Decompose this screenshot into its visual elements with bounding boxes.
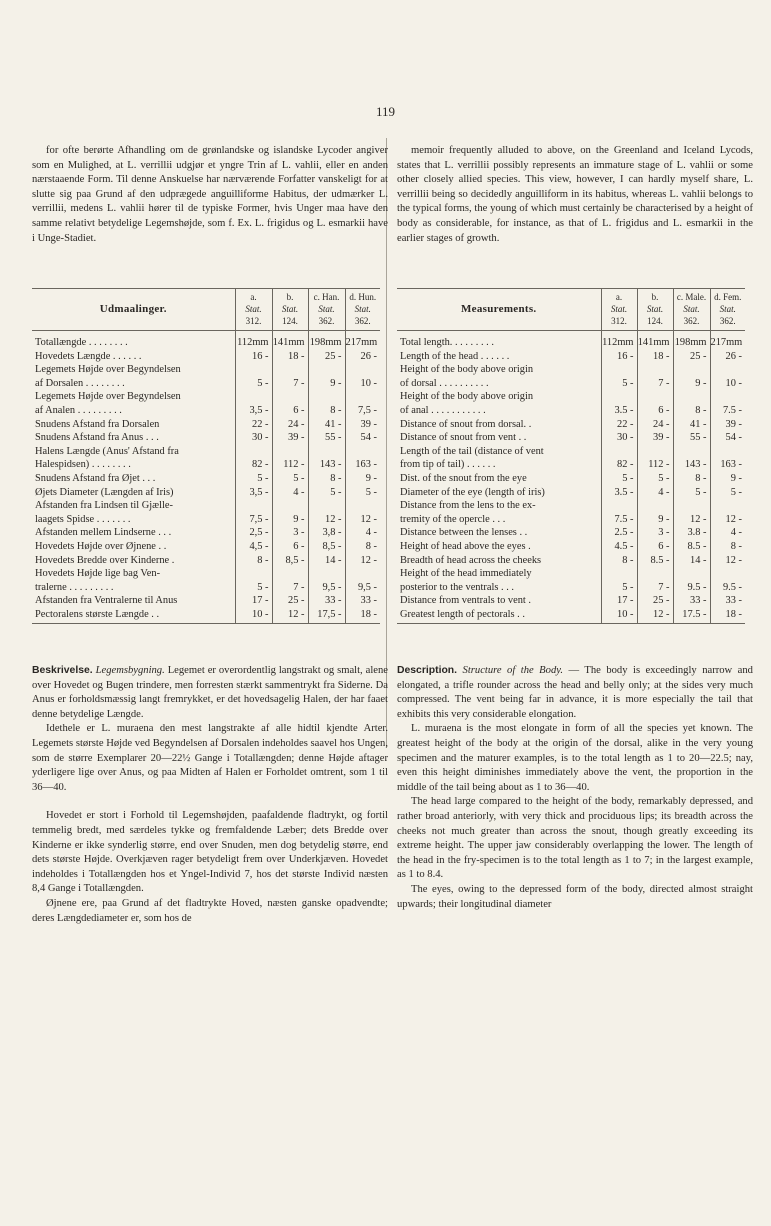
paragraph: L. muraena is the most elongate in form of all the species yet known. The greatest height of the body at the origin of the dorsal, alike in the very young specimen and the maturer examples, is to the total length as 1 to 20—22.5; nay, even this height diminishes immediately above the vent, the proportion in the middle of the tail being about as 1 to 36—40. (397, 723, 753, 793)
section-subheading: Legemsbygning. (95, 665, 165, 676)
label-line: Totallængde . . . . . . . . (35, 337, 128, 348)
table-title: Udmaalinger. (32, 289, 235, 331)
measurement-value: 10 - (601, 608, 637, 624)
table-row (397, 554, 745, 568)
table-row (32, 540, 380, 554)
measurement-value: 3.5 - (601, 486, 637, 500)
table-row (397, 608, 745, 624)
table-row (32, 363, 380, 390)
measurement-value: 163 - (345, 445, 380, 472)
measurement-value: 17,5 - (308, 608, 345, 624)
measurement-value: 7 - (272, 567, 308, 594)
table-row (397, 363, 745, 390)
measurement-value: 25 - (272, 594, 308, 608)
table-row (397, 390, 745, 417)
measurement-label (397, 445, 601, 472)
table-row (397, 567, 745, 594)
measurement-label (32, 418, 235, 432)
measurement-label (32, 445, 235, 472)
measurement-value: 9 - (710, 472, 745, 486)
column-header: c. Male. Stat. 362. (673, 289, 710, 331)
measurement-value: 54 - (710, 431, 745, 445)
intro-english-text: memoir frequently alluded to above, on the Greenland and Iceland Lycods, states that L. verrillii possibly represents an immature stage of L. vahlii or some other closely allied species. This view, however, I can hardly myself share, L. verrillii being so decidedly anguilliform in its habitus, whereas L. vahlii belongs to the typical forms, the young of which must certainly be characterised by a height of body as considerable, for instance, as that of L. frigidus and L. esmarkii in the earlier stages of growth. (397, 145, 753, 244)
measurement-value: 17.5 - (673, 608, 710, 624)
table-row (32, 350, 380, 364)
label-line: Distance from ventrals to vent . (400, 595, 531, 607)
measurement-value: 8 - (308, 472, 345, 486)
measurement-value: 7.5 - (710, 390, 745, 417)
measurement-value: 6 - (637, 390, 673, 417)
table-row (32, 390, 380, 417)
label-line: Height of the body above origin (400, 391, 534, 403)
paragraph-text: Legemet er overordentlig langstrakt og smalt, alene over Hovedet og Bugen trindere, men forresten stærkt sammentrykt fra Siderne. Da Anus er forholdsmæssig langt fremrykket, er det hovedsagelig Halen, der har faaet denne betydelige Længde. (32, 665, 388, 720)
paragraph: Øjnene ere, paa Grund af det fladtrykte Hoved, næsten ganske opadvendte; deres Længdediameter er, som hos de (32, 897, 388, 924)
measurement-value: 141mm (272, 331, 308, 350)
column-header: a. Stat. 312. (235, 289, 272, 331)
measurement-value: 9,5 - (345, 567, 380, 594)
table-row (397, 594, 745, 608)
table-row (397, 431, 745, 445)
measurement-value: 33 - (308, 594, 345, 608)
measurement-value: 17 - (235, 594, 272, 608)
table-header-row (32, 289, 380, 331)
measurement-label (397, 350, 601, 364)
measurement-value: 8,5 - (308, 540, 345, 554)
measurement-value: 8 - (601, 554, 637, 568)
label-line: Afstanden fra Lindsen til Gjælle- (35, 500, 173, 512)
measurement-label (32, 608, 235, 624)
paragraph (32, 664, 388, 722)
measurement-value: 3 - (637, 526, 673, 540)
measurement-value: 39 - (272, 431, 308, 445)
label-line: tralerne . . . . . . . . . (35, 581, 114, 593)
measurement-value: 55 - (673, 431, 710, 445)
label-line: posterior to the ventrals . . . (400, 581, 514, 593)
measurement-value: 8 - (308, 390, 345, 417)
table-row (32, 594, 380, 608)
measurement-value: 6 - (272, 390, 308, 417)
measurement-value: 10 - (345, 363, 380, 390)
measurement-label (32, 350, 235, 364)
measurement-value: 4,5 - (235, 540, 272, 554)
label-line: laagets Spidse . . . . . . . (35, 513, 131, 525)
measurement-label (397, 472, 601, 486)
label-line: Halens Længde (Anus' Afstand fra (35, 445, 179, 457)
measurement-value: 10 - (710, 363, 745, 390)
measurement-value: 12 - (345, 554, 380, 568)
measurement-value: 143 - (673, 445, 710, 472)
measurement-value: 16 - (235, 350, 272, 364)
label-line: Snudens Afstand fra Dorsalen (35, 418, 160, 430)
measurement-value: 5 - (601, 363, 637, 390)
table-row (32, 445, 380, 472)
measurement-value: 8,5 - (272, 554, 308, 568)
measurement-value: 9 - (345, 472, 380, 486)
table-row (397, 486, 745, 500)
measurement-value: 8 - (673, 390, 710, 417)
measurement-value: 26 - (710, 350, 745, 364)
measurement-value: 2,5 - (235, 526, 272, 540)
intro-english (397, 144, 753, 246)
column-header: c. Han. Stat. 362. (308, 289, 345, 331)
measurement-value: 163 - (710, 445, 745, 472)
measurement-label (397, 526, 601, 540)
measurement-value: 5 - (345, 486, 380, 500)
measurement-value: 6 - (637, 540, 673, 554)
measurement-value: 112 - (272, 445, 308, 472)
measurement-value: 7 - (637, 363, 673, 390)
measurement-label (32, 390, 235, 417)
table-row (32, 526, 380, 540)
label-line: Hovedets Bredde over Kinderne . (35, 554, 175, 566)
measurement-value: 8.5 - (637, 554, 673, 568)
measurement-label (32, 499, 235, 526)
measurement-value: 22 - (235, 418, 272, 432)
label-line: Hovedets Højde over Øjnene . . (35, 540, 167, 552)
table-row (397, 418, 745, 432)
section-subheading: Structure of the Body. (462, 665, 564, 676)
measurement-value: 41 - (308, 418, 345, 432)
label-line: of dorsal . . . . . . . . . . (400, 377, 489, 389)
measurement-value: 7,5 - (235, 499, 272, 526)
measurement-label (397, 594, 601, 608)
table-row (32, 567, 380, 594)
intro-danish-text: for ofte berørte Afhandling om de grønlandske og islandske Lycoder angiver som en Mulighed, at L. verrillii udgjør et yngre Trin af L. vahlii, eller en anden nærstaaende Form. Til denne Anskuelse har nærværende Forfatter vanskeligt for at slutte sig paa Grund af den udprægede anguilliforme Habitus, der udmærker L. verrillii, medens L. vahlii hører til de typiske Former, hvis Unger maa have den samme relativt betydelige Legemshøjde, som f. Ex. L. frigidus og L. esmarkii have i Unge-Stadiet. (32, 145, 388, 244)
paragraph: The eyes, owing to the depressed form of the body, directed almost straight upwards; their longitudinal diameter (397, 883, 753, 910)
table-body (32, 331, 380, 624)
label-line: of anal . . . . . . . . . . . (400, 404, 486, 416)
label-line: Legemets Højde over Begyndelsen (35, 364, 181, 376)
label-line: Legemets Højde over Begyndelsen (35, 391, 181, 403)
section-heading: Beskrivelse. (32, 665, 93, 676)
label-line: Hovedets Højde lige bag Ven- (35, 568, 161, 580)
measurement-label (397, 540, 601, 554)
measurement-value: 14 - (308, 554, 345, 568)
measurement-label (32, 567, 235, 594)
column-header: d. Fem. Stat. 362. (710, 289, 745, 331)
label-line: Breadth of head across the cheeks (400, 554, 542, 566)
measurement-label (397, 608, 601, 624)
label-line: Snudens Afstand fra Øjet . . . (35, 472, 156, 484)
measurement-value: 39 - (345, 418, 380, 432)
label-line: Halespidsen) . . . . . . . . (35, 459, 131, 471)
measurement-value: 17 - (601, 594, 637, 608)
measurement-value: 5 - (308, 486, 345, 500)
measurement-value: 30 - (601, 431, 637, 445)
measurement-value: 25 - (673, 350, 710, 364)
measurement-value: 8 - (710, 540, 745, 554)
label-line: Distance from the lens to the ex- (400, 500, 536, 512)
table-row (397, 540, 745, 554)
measurement-value: 4 - (710, 526, 745, 540)
measurement-value: 54 - (345, 431, 380, 445)
measurement-value: 9 - (637, 499, 673, 526)
label-line: af Analen . . . . . . . . . (35, 404, 122, 416)
measurement-value: 39 - (637, 431, 673, 445)
measurement-label (397, 363, 601, 390)
measurement-value: 12 - (710, 499, 745, 526)
measurement-value: 5 - (272, 472, 308, 486)
measurement-value: 3.5 - (601, 390, 637, 417)
table-row (397, 445, 745, 472)
measurement-label (397, 431, 601, 445)
column-header: b. Stat. 124. (637, 289, 673, 331)
measurement-value: 14 - (673, 554, 710, 568)
measurement-value: 112 - (637, 445, 673, 472)
label-line: from tip of tail) . . . . . . (400, 459, 496, 471)
measurement-value: 7,5 - (345, 390, 380, 417)
measurement-label (397, 499, 601, 526)
label-line: Greatest length of pectorals . . (400, 608, 525, 620)
measurement-value: 9 - (308, 363, 345, 390)
table-row (32, 418, 380, 432)
measurement-value: 12 - (308, 499, 345, 526)
measurement-label (32, 540, 235, 554)
measurement-value: 5 - (235, 472, 272, 486)
measurement-value: 24 - (272, 418, 308, 432)
table-row (32, 499, 380, 526)
measurement-value: 5 - (601, 567, 637, 594)
measurement-value: 5 - (235, 363, 272, 390)
measurement-value: 5 - (710, 486, 745, 500)
measurement-value: 8 - (673, 472, 710, 486)
section-heading: Description. (397, 665, 458, 676)
description-english (397, 664, 753, 912)
measurement-value: 217mm (345, 331, 380, 350)
label-line: af Dorsalen . . . . . . . . (35, 377, 125, 389)
measurement-value: 18 - (637, 350, 673, 364)
label-line: Distance of snout from vent . . (400, 432, 527, 444)
measurement-table-danish (32, 288, 380, 624)
measurement-value: 25 - (308, 350, 345, 364)
measurement-value: 3.8 - (673, 526, 710, 540)
measurement-label (397, 418, 601, 432)
table-row (32, 554, 380, 568)
measurement-value: 41 - (673, 418, 710, 432)
measurement-value: 4 - (637, 486, 673, 500)
label-line: Height of head above the eyes . (400, 540, 531, 552)
measurement-value: 4 - (345, 526, 380, 540)
measurement-value: 141mm (637, 331, 673, 350)
measurement-value: 4.5 - (601, 540, 637, 554)
measurement-value: 82 - (235, 445, 272, 472)
measurement-value: 112mm (235, 331, 272, 350)
measurement-value: 12 - (637, 608, 673, 624)
measurement-label (397, 567, 601, 594)
measurement-value: 3,8 - (308, 526, 345, 540)
measurement-label (32, 331, 235, 350)
table-body (397, 331, 745, 624)
label-line: Length of the head . . . . . . (400, 350, 510, 362)
measurement-value: 7.5 - (601, 499, 637, 526)
measurement-label (32, 472, 235, 486)
measurement-value: 33 - (673, 594, 710, 608)
measurement-value: 30 - (235, 431, 272, 445)
label-line: Afstanden mellem Lindserne . . . (35, 527, 172, 539)
label-line: tremity of the opercle . . . (400, 513, 506, 525)
measurement-value: 112mm (601, 331, 637, 350)
label-line: Height of the body above origin (400, 364, 534, 376)
measurement-value: 2.5 - (601, 526, 637, 540)
measurement-value: 198mm (308, 331, 345, 350)
column-header: b. Stat. 124. (272, 289, 308, 331)
measurement-value: 9 - (673, 363, 710, 390)
measurement-value: 33 - (710, 594, 745, 608)
measurement-value: 25 - (637, 594, 673, 608)
column-header: d. Hun. Stat. 362. (345, 289, 380, 331)
table-row (32, 486, 380, 500)
measurement-value: 4 - (272, 486, 308, 500)
table-row (32, 331, 380, 350)
measurement-value: 24 - (637, 418, 673, 432)
table-title: Measurements. (397, 289, 601, 331)
label-line: Hovedets Længde . . . . . . (35, 350, 142, 362)
measurement-value: 8 - (235, 554, 272, 568)
measurement-value: 217mm (710, 331, 745, 350)
page-number: 119 (375, 104, 396, 119)
column-header: a. Stat. 312. (601, 289, 637, 331)
measurement-value: 143 - (308, 445, 345, 472)
measurement-value: 18 - (710, 608, 745, 624)
measurement-value: 198mm (673, 331, 710, 350)
measurement-value: 12 - (710, 554, 745, 568)
measurement-label (397, 554, 601, 568)
label-line: Length of the tail (distance of vent (400, 445, 544, 457)
label-line: Distance between the lenses . . (400, 527, 528, 539)
table-row (32, 608, 380, 624)
table-row (397, 331, 745, 350)
label-line: Afstanden fra Ventralerne til Anus (35, 595, 178, 607)
measurement-value: 12 - (673, 499, 710, 526)
measurement-table-english (397, 288, 745, 624)
measurement-value: 10 - (235, 608, 272, 624)
label-line: Distance of snout from dorsal. . (400, 418, 532, 430)
measurement-value: 6 - (272, 540, 308, 554)
measurement-value: 9.5 - (710, 567, 745, 594)
table-row (397, 499, 745, 526)
measurement-value: 9.5 - (673, 567, 710, 594)
paragraph-text: — The body is exceedingly narrow and elongated, a trifle rounder across the head and belly only; at the sides very much compressed. The vent being far in advance, it is more especially the tail that exhibits this very considerable elongation. (397, 665, 753, 720)
measurement-value: 22 - (601, 418, 637, 432)
measurement-value: 16 - (601, 350, 637, 364)
label-line: Pectoralens største Længde . . (35, 608, 160, 620)
measurement-label (32, 526, 235, 540)
measurement-value: 5 - (673, 486, 710, 500)
paragraph (397, 664, 753, 722)
label-line: Diameter of the eye (length of iris) (400, 486, 545, 498)
paragraph: Hovedet er stort i Forhold til Legemshøjden, paafaldende fladtrykt, og fortil temmelig bredt, med særdeles tykke og fremfaldende Læber; dets Bredde over Kinderne er ikke synderlig større, end over Snuden, men dog betydelig større, end dets største Højde. Overkjæven rager betydeligt frem over Underkjæven. Hovedet indeholdes i Totallængden hos et Yngel-Individ 7, hos det største Individ næsten 8,4 Gange i Totallængden. (32, 810, 388, 895)
measurement-value: 12 - (272, 608, 308, 624)
measurement-value: 55 - (308, 431, 345, 445)
measurement-value: 3 - (272, 526, 308, 540)
measurement-value: 3,5 - (235, 390, 272, 417)
measurement-value: 7 - (637, 567, 673, 594)
measurement-value: 5 - (235, 567, 272, 594)
measurement-value: 26 - (345, 350, 380, 364)
measurement-label (32, 554, 235, 568)
table-row (397, 350, 745, 364)
table-row (397, 472, 745, 486)
measurement-value: 5 - (601, 472, 637, 486)
measurement-value: 7 - (272, 363, 308, 390)
measurement-label (32, 431, 235, 445)
label-line: Total length. . . . . . . . . (400, 337, 494, 348)
measurement-value: 82 - (601, 445, 637, 472)
measurement-value: 3,5 - (235, 486, 272, 500)
label-line: Snudens Afstand fra Anus . . . (35, 432, 159, 444)
description-danish (32, 664, 388, 926)
table-row (32, 472, 380, 486)
measurement-value: 9,5 - (308, 567, 345, 594)
measurement-label (397, 486, 601, 500)
measurement-label (397, 331, 601, 350)
measurement-value: 18 - (345, 608, 380, 624)
measurement-label (32, 486, 235, 500)
measurement-label (397, 390, 601, 417)
label-line: Dist. of the snout from the eye (400, 472, 527, 484)
paragraph: Idethele er L. muraena den mest langstrakte af alle hidtil kjendte Arter. Legemets største Højde ved Begyndelsen af Dorsalen indeholdes saavel hos Ungen, som de større Exemplarer 20—22½ Gange i Totallængden; denne Højde aftager yderligere lige over Anus, og paa Midten af Halen er Forholdet omtrent, som 1 til 36—40. (32, 723, 388, 793)
table-header-row (397, 289, 745, 331)
table-row (32, 431, 380, 445)
measurement-value: 8 - (345, 540, 380, 554)
measurement-label (32, 594, 235, 608)
table-row (397, 526, 745, 540)
intro-danish (32, 144, 388, 246)
label-line: Øjets Diameter (Længden af Iris) (35, 486, 174, 498)
measurement-value: 5 - (637, 472, 673, 486)
measurement-value: 33 - (345, 594, 380, 608)
label-line: Height of the head immediately (400, 568, 532, 580)
measurement-label (32, 363, 235, 390)
measurement-value: 12 - (345, 499, 380, 526)
measurement-value: 39 - (710, 418, 745, 432)
measurement-value: 8.5 - (673, 540, 710, 554)
paragraph: The head large compared to the height of the body, remarkably depressed, and rather broad anteriorly, with very thick and prociduous lips; its breadth across the cheeks not much greater than across the snout, though greatly exceeding its extreme height. The upper jaw considerably overlapping the lower. The length of the head in the fry-specimen is to the total length as 1 to 7; in the largest example, as 1 to 8.4. (397, 796, 753, 881)
measurement-value: 18 - (272, 350, 308, 364)
measurement-value: 9 - (272, 499, 308, 526)
